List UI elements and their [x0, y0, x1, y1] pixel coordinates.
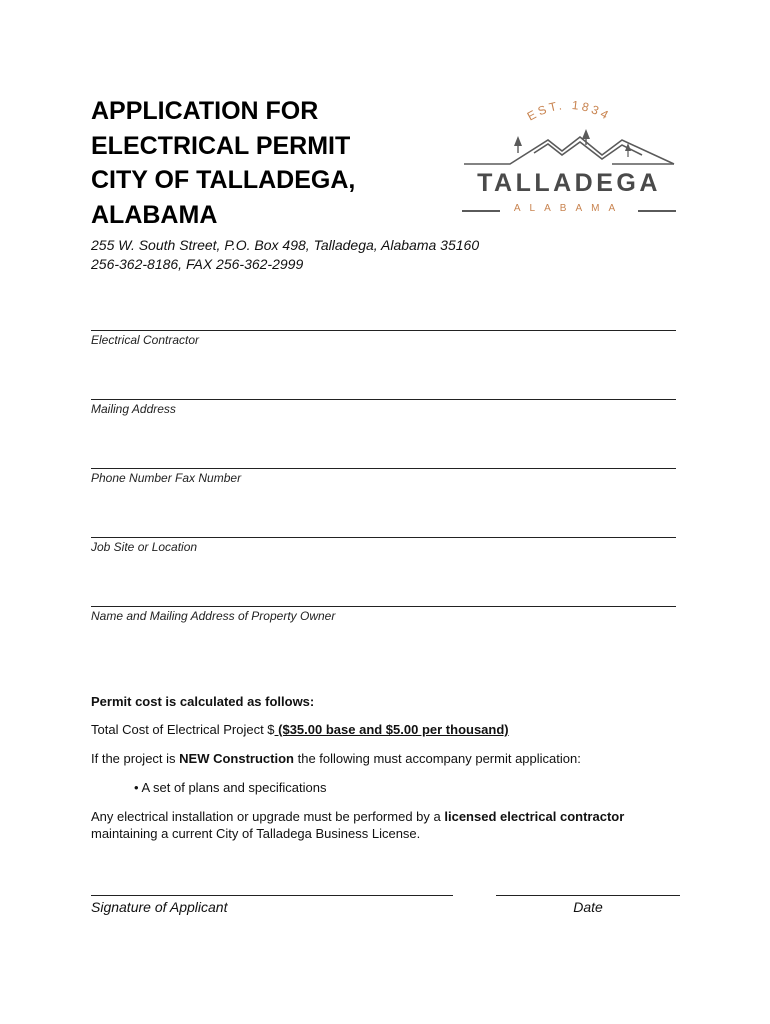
- field-label: Phone Number Fax Number: [91, 471, 242, 485]
- new-construction-suffix: the following must accompany permit application:: [293, 751, 581, 766]
- total-cost-line: [91, 722, 509, 737]
- title-line-4: ALABAMA: [91, 200, 218, 229]
- new-construction-bold: NEW Construction: [179, 751, 294, 766]
- bullet-item: [134, 780, 326, 795]
- date-field[interactable]: [496, 895, 680, 915]
- license-bold: licensed electrical contractor: [444, 809, 625, 824]
- field-label: Electrical Contractor: [91, 333, 200, 347]
- date-line[interactable]: [496, 895, 680, 896]
- fill-in-line[interactable]: [91, 399, 676, 400]
- title-line-3: CITY OF TALLADEGA,: [91, 166, 356, 194]
- fill-in-line[interactable]: [91, 606, 676, 607]
- logo-est-label: EST. 1834: [524, 97, 614, 124]
- page-title: [91, 94, 421, 232]
- property-owner-field[interactable]: [91, 606, 676, 623]
- total-cost-prefix: Total Cost of Electrical Project $: [91, 722, 275, 737]
- mountain-logo-icon: [462, 95, 676, 167]
- field-label: Name and Mailing Address of Property Owner: [91, 609, 336, 623]
- logo-right-rule: [638, 210, 676, 212]
- title-line-1: APPLICATION FOR: [91, 97, 319, 125]
- bullet-icon: •: [134, 780, 139, 795]
- office-address: [91, 236, 479, 274]
- title-line-2: ELECTRICAL PERMIT: [91, 131, 351, 160]
- new-construction-line: [91, 751, 581, 766]
- job-site-field[interactable]: [91, 537, 676, 554]
- applicant-signature-field[interactable]: [91, 895, 453, 915]
- address-line-2: 256-362-8186, FAX 256-362-2999: [91, 256, 304, 272]
- field-label: Mailing Address: [91, 402, 176, 416]
- fill-in-line[interactable]: [91, 537, 676, 538]
- logo-est-text: [525, 98, 613, 124]
- electrical-contractor-field[interactable]: [91, 330, 676, 347]
- signature-line[interactable]: [91, 895, 453, 896]
- talladega-logo: [462, 95, 676, 220]
- cost-heading: Permit cost is calculated as follows:: [91, 694, 315, 709]
- logo-state-text: ALABAMA: [513, 203, 625, 214]
- license-prefix: Any electrical installation or upgrade must be performed by a: [91, 809, 445, 824]
- license-line-1: [91, 809, 624, 824]
- bullet-text: A set of plans and specifications: [141, 780, 327, 795]
- mailing-address-field[interactable]: [91, 399, 676, 416]
- phone-fax-field[interactable]: [91, 468, 676, 485]
- total-cost-rate: ($35.00 base and $5.00 per thousand): [274, 722, 509, 737]
- field-label: Job Site or Location: [91, 540, 198, 554]
- logo-state-row: [462, 203, 676, 217]
- fill-in-line[interactable]: [91, 468, 676, 469]
- fill-in-line[interactable]: [91, 330, 676, 331]
- new-construction-prefix: If the project is: [91, 751, 180, 766]
- logo-left-rule: [462, 210, 500, 212]
- signature-label: Signature of Applicant: [91, 899, 228, 915]
- address-line-1: 255 W. South Street, P.O. Box 498, Talladega, Alabama 35160: [91, 237, 480, 253]
- license-line-2: maintaining a current City of Talladega Business License.: [91, 826, 421, 841]
- logo-wordmark: TALLADEGA: [477, 169, 661, 197]
- date-label: Date: [573, 899, 603, 915]
